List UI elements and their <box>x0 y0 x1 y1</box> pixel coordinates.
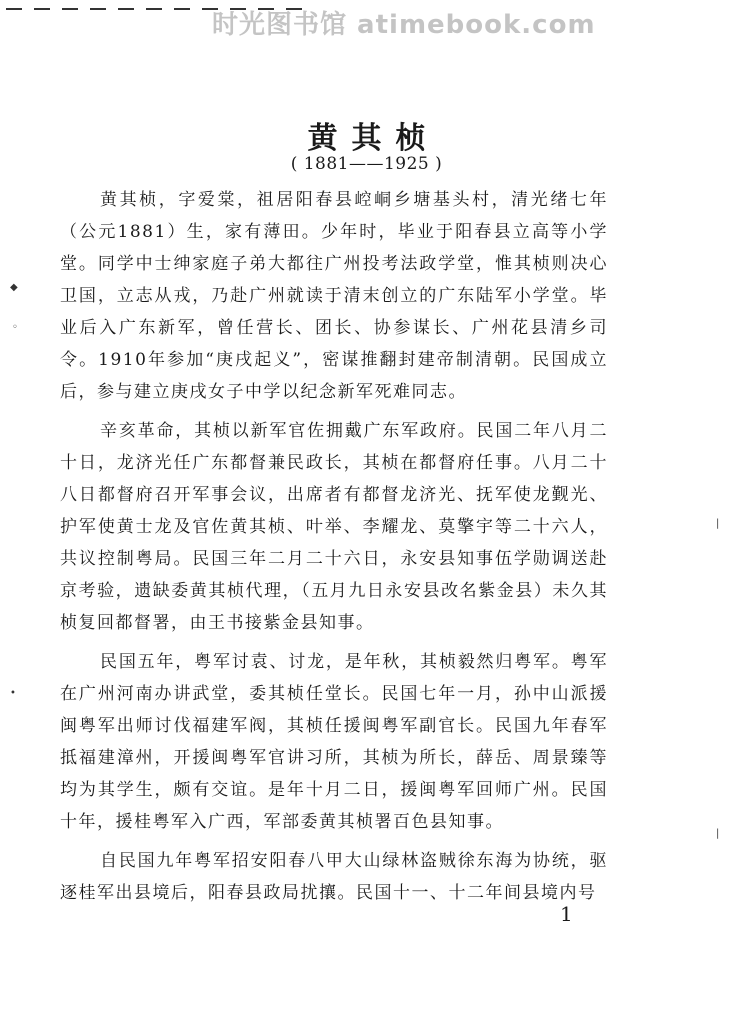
scan-speck: | <box>716 518 720 529</box>
page-number: 1 <box>560 902 573 926</box>
scan-speck: • <box>10 688 16 699</box>
article-body <box>60 184 608 916</box>
watermark: 时光图书馆 atimebook.com <box>212 10 596 40</box>
life-years: ( 1881——1925 ) <box>290 154 443 174</box>
paragraph: 黄其桢，字爱棠，祖居阳春县崆峒乡塘基头村，清光绪七年（公元1881）生，家有薄田。少年时，毕业于阳春县立高等小学堂。同学中士绅家庭子弟大都往广州投考法政学堂，惟其桢则决心卫国，立志从戎，乃赴广州就读于清末创立的广东陆军小学堂。毕业后入广东新军，曾任营长、团长、协参谋长、广州花县清乡司令。1910年参加“庚戌起义”，密谋推翻封建帝制清朝。民国成立后，参与建立庚戌女子中学以纪念新军死难同志。 <box>60 190 608 402</box>
page-title: 黄其桢 <box>307 121 440 156</box>
scan-speck: | <box>716 828 720 839</box>
scan-speck: ◆ <box>10 282 18 293</box>
paragraph: 自民国九年粤军招安阳春八甲大山绿林盗贼徐东海为协统，驱逐桂军出县境后，阳春县政局扰攘。民国十一、十二年间县境内号 <box>60 851 608 903</box>
paragraph: 民国五年，粤军讨袁、讨龙，是年秋，其桢毅然归粤军。粤军在广州河南办讲武堂，委其桢任堂长。民国七年一月，孙中山派援闽粤军出师讨伐福建军阀，其桢任援闽粤军副官长。民国九年春军抵福建漳州，开援闽粤军官讲习所，其桢为所长，薛岳、周景臻等均为其学生，颇有交谊。是年十月二日，援闽粤军回师广州。民国十年，援桂粤军入广西，军部委黄其桢署百色县知事。 <box>60 652 608 832</box>
paragraph: 辛亥革命，其桢以新军官佐拥戴广东军政府。民国二年八月二十日，龙济光任广东都督兼民政长，其桢在都督府任事。八月二十八日都督府召开军事会议，出席者有都督龙济光、抚军使龙觐光、护军使黄士龙及官佐黄其桢、叶举、李耀龙、莫擎宇等二十六人，共议控制粤局。民国三年二月二十六日，永安县知事伍学勋调送赴京考验，遗缺委黄其桢代理，（五月九日永安县改名紫金县）未久其桢复回都督署，由王书接紫金县知事。 <box>60 421 608 633</box>
scan-speck: ◦ <box>12 322 18 333</box>
